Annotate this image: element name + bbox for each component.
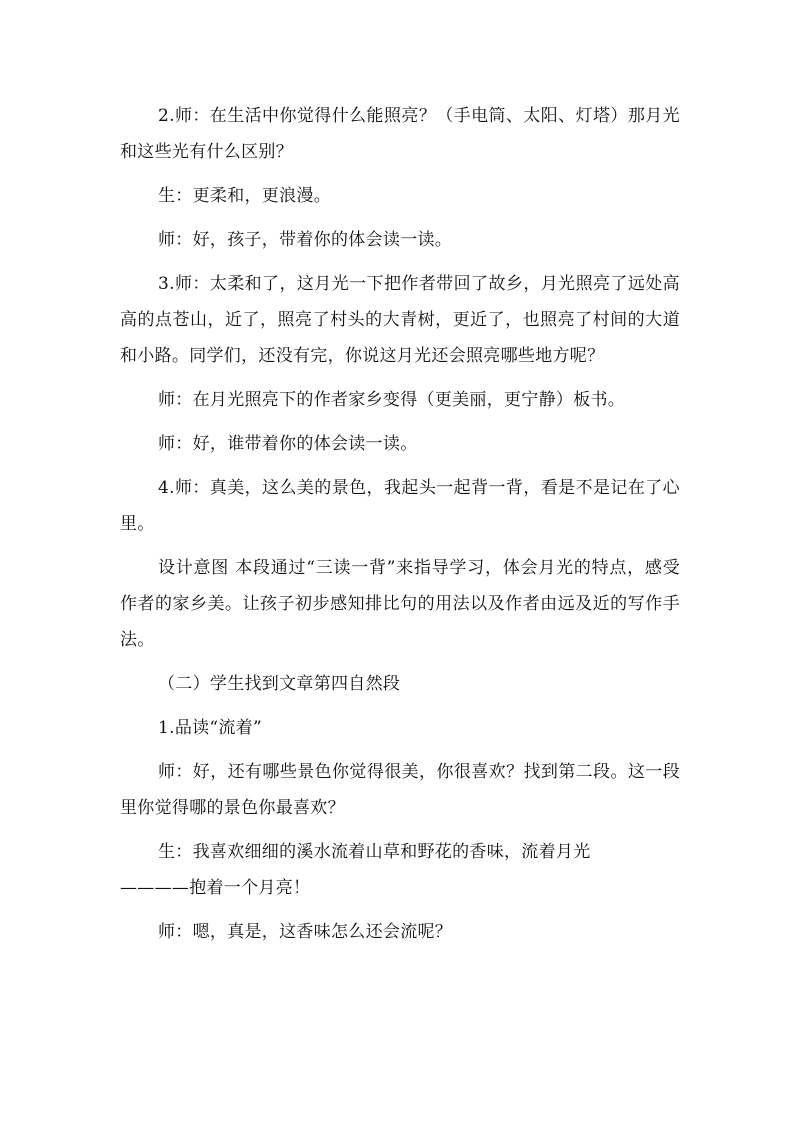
paragraph-3: 师：好，孩子，带着你的体会读一读。 [158, 230, 453, 250]
paragraph-2: 生：更柔和，更浪漫。 [158, 186, 331, 206]
last-paragraph: 师：嗯，真是，这香味怎么还会流呢？ [158, 922, 453, 942]
paragraph-11: 师：好，还有哪些景色你觉得很美，你很喜欢？找到第二段。这一段里你觉得哪的景色你最喜欢？ [120, 762, 680, 818]
student-answer-line-1: 生：我喜欢细细的溪水流着山草和野花的香味，流着月光 [158, 842, 591, 862]
document-page [120, 98, 680, 958]
paragraph-4: 3.师：太柔和了，这月光一下把作者带回了故乡，月光照亮了远处高高的点苍山，近了，照亮了村头的大青树，更近了，也照亮了村间的大道和小路。同学们，还没有完，你说这月光还会照亮哪些地方呢？ [120, 274, 680, 366]
paragraph-5: 师：在月光照亮下的作者家乡变得（更美丽，更宁静）板书。 [158, 390, 626, 410]
section-heading: （二）学生找到文章第四自然段 [158, 674, 401, 694]
paragraph-7: 4.师：真美，这么美的景色，我起头一起背一背，看是不是记在了心里。 [120, 478, 680, 534]
student-answer [120, 834, 680, 906]
paragraph-6: 师：好，谁带着你的体会读一读。 [158, 434, 418, 454]
design-intent-paragraph: 设计意图 本段通过“三读一背”来指导学习，体会月光的特点，感受作者的家乡美。让孩子初步感知排比句的用法以及作者由远及近的写作手法。 [120, 558, 680, 650]
paragraph-1: 2.师：在生活中你觉得什么能照亮？（手电筒、太阳、灯塔）那月光和这些光有什么区别？ [120, 106, 680, 162]
subsection-heading: 1.品读“流着” [158, 718, 263, 738]
student-answer-line-2: ————抱着一个月亮！ [120, 878, 311, 898]
